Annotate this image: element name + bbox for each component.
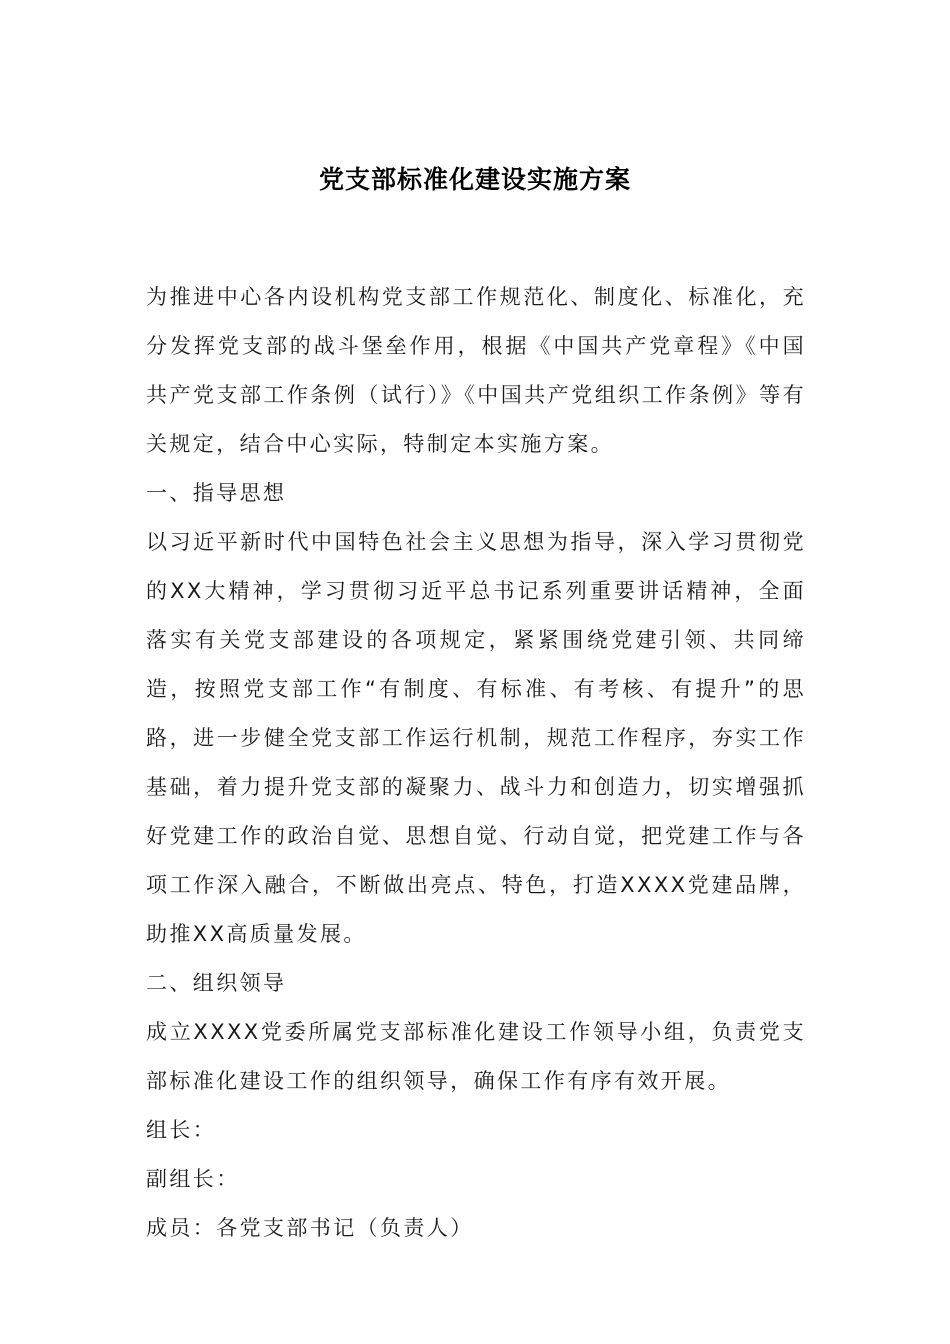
members-line: 成员：各党支部书记（负责人） xyxy=(146,1216,474,1240)
section-heading-guiding-ideology: 一、指导思想 xyxy=(146,481,287,505)
document-body xyxy=(146,273,806,1253)
document-title: 党支部标准化建设实施方案 xyxy=(318,165,631,194)
section-heading-organization: 二、组织领导 xyxy=(146,971,287,995)
organization-paragraph: 成立XXXX党委所属党支部标准化建设工作领导小组，负责党支部标准化建设工作的组织领导，确保工作有序有效开展。 xyxy=(146,1020,806,1093)
guiding-ideology-paragraph: 以习近平新时代中国特色社会主义思想为指导，深入学习贯彻党的XX大精神，学习贯彻习近平总书记系列重要讲话精神，全面落实有关党支部建设的各项规定，紧紧围绕党建引领、共同缔造，按照党支部工作“有制度、有标准、有考核、有提升”的思路，进一步健全党支部工作运行机制，规范工作程序，夯实工作基础，着力提升党支部的凝聚力、战斗力和创造力，切实增强抓好党建工作的政治自觉、思想自觉、行动自觉，把党建工作与各项工作深入融合，不断做出亮点、特色，打造XXXX党建品牌，助推XX高质量发展。 xyxy=(146,530,806,946)
intro-paragraph: 为推进中心各内设机构党支部工作规范化、制度化、标准化，充分发挥党支部的战斗堡垒作用，根据《中国共产党章程》《中国共产党支部工作条例（试行）》《中国共产党组织工作条例》等有关规定，结合中心实际，特制定本实施方案。 xyxy=(146,285,806,456)
team-leader-line: 组长： xyxy=(146,1118,217,1142)
deputy-leader-line: 副组长： xyxy=(146,1167,240,1191)
